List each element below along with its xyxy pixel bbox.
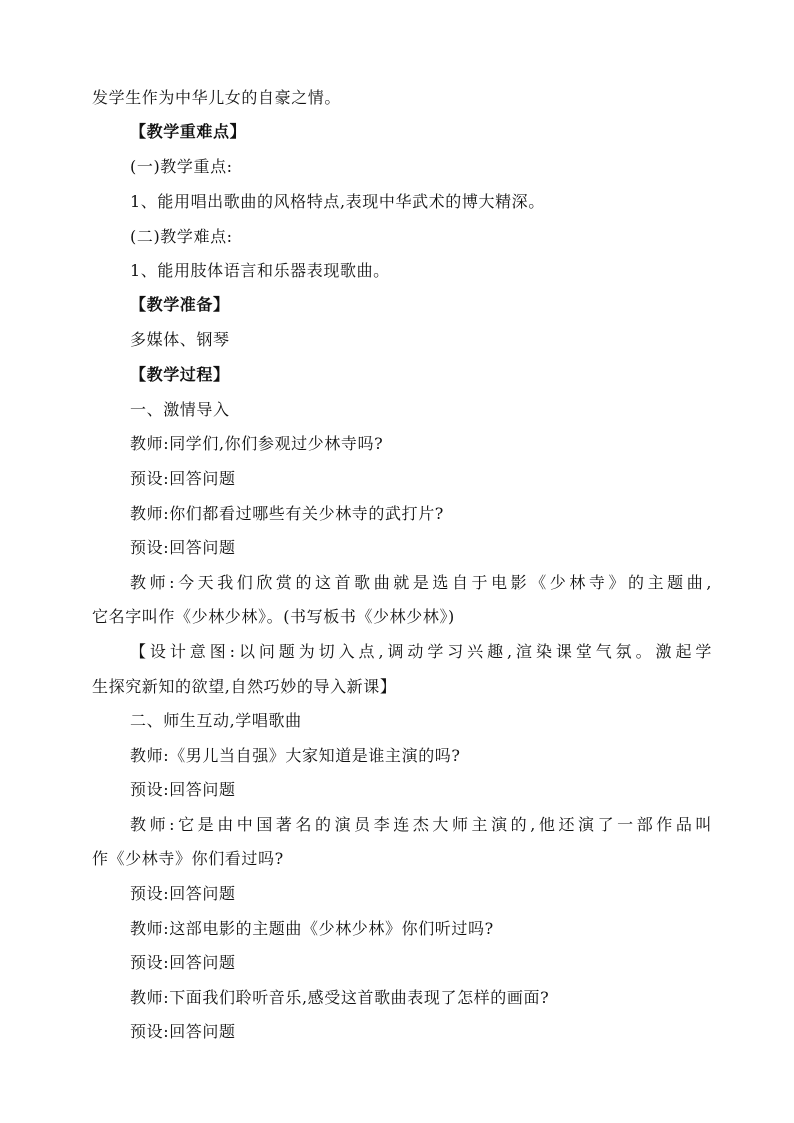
subheading-key-points: (一)教学重点: [130, 157, 233, 176]
design-intent-continuation: 生探究新知的欲望,自然巧妙的导入新课】 [92, 677, 397, 696]
teacher-line: 教师:同学们,你们参观过少林寺吗? [130, 434, 384, 453]
paragraph-continuation: 发学生作为中华儿女的自豪之情。 [92, 88, 342, 107]
teacher-line: 教师:它是由中国著名的演员李连杰大师主演的,他还演了一部作品叫 [130, 815, 712, 834]
section-heading-process: 【教学过程】 [130, 365, 230, 384]
difficult-point-1: 1、能用肢体语言和乐器表现歌曲。 [130, 261, 390, 280]
section-heading-preparation: 【教学准备】 [130, 295, 230, 314]
teacher-line: 教师:今天我们欣赏的这首歌曲就是选自于电影《少林寺》的主题曲, [130, 573, 712, 592]
step-2-heading: 二、师生互动,学唱歌曲 [130, 711, 302, 730]
preset-line: 预设:回答问题 [130, 884, 236, 903]
design-intent: 【设计意图:以问题为切入点,调动学习兴趣,渲染课堂气氛。激起学 [130, 642, 712, 661]
teacher-line: 教师:这部电影的主题曲《少林少林》你们听过吗? [130, 919, 494, 938]
teacher-line: 教师:你们都看过哪些有关少林寺的武打片? [130, 504, 444, 523]
preset-line: 预设:回答问题 [130, 538, 236, 557]
preparation-items: 多媒体、钢琴 [130, 330, 230, 349]
step-1-heading: 一、激情导入 [130, 400, 230, 419]
preset-line: 预设:回答问题 [130, 469, 236, 488]
key-point-1: 1、能用唱出歌曲的风格特点,表现中华武术的博大精深。 [130, 192, 545, 211]
teacher-line-continuation: 作《少林寺》你们看过吗? [92, 849, 284, 868]
teacher-line: 教师:下面我们聆听音乐,感受这首歌曲表现了怎样的画面? [130, 988, 550, 1007]
preset-line: 预设:回答问题 [130, 953, 236, 972]
teacher-line: 教师:《男儿当自强》大家知道是谁主演的吗? [130, 746, 461, 765]
preset-line: 预设:回答问题 [130, 1022, 236, 1041]
preset-line: 预设:回答问题 [130, 780, 236, 799]
teacher-line-continuation: 它名字叫作《少林少林》。(书写板书《少林少林》) [92, 607, 455, 626]
section-heading-key-difficult-points: 【教学重难点】 [130, 122, 247, 141]
subheading-difficult-points: (二)教学难点: [130, 227, 233, 246]
